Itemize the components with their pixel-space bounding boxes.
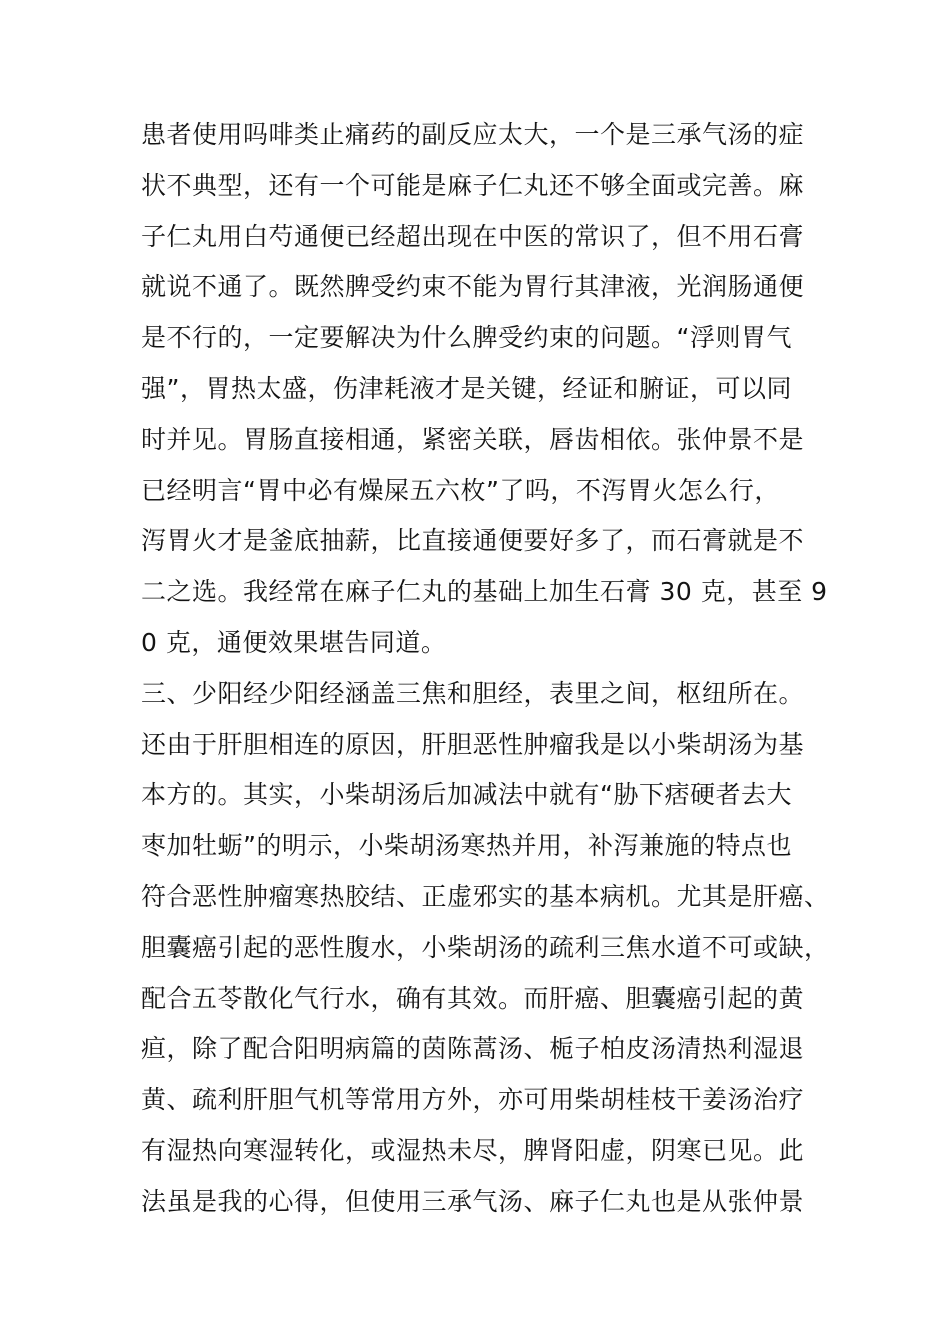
text-line: 强”，胃热太盛，伤津耗液才是关键，经证和腑证，可以同 (141, 373, 792, 403)
text-line: 是不行的，一定要解决为什么脾受约束的问题。“浮则胃气 (141, 323, 792, 353)
text-line: 已经明言“胃中必有燥屎五六枚”了吗，不泻胃火怎么行， (141, 475, 780, 505)
text-line: 疸，除了配合阳明病篇的茵陈蒿汤、栀子柏皮汤清热利湿退 (141, 1034, 805, 1064)
body-text (141, 110, 830, 1228)
text-line: 还由于肝胆相连的原因，肝胆恶性肿瘤我是以小柴胡汤为基 (141, 729, 805, 759)
section-heading-line: 三、少阳经少阳经涵盖三焦和胆经，表里之间，枢纽所在。 (141, 678, 805, 708)
text-line: 黄、疏利肝胆气机等常用方外，亦可用柴胡桂枝干姜汤治疗 (141, 1085, 805, 1115)
text-line: 患者使用吗啡类止痛药的副反应太大，一个是三承气汤的症 (141, 120, 805, 149)
text-line: 就说不通了。既然脾受约束不能为胃行其津液，光润肠通便 (141, 272, 805, 302)
text-line: 配合五苓散化气行水，确有其效。而肝癌、胆囊癌引起的黄 (141, 983, 805, 1013)
text-line: 状不典型，还有一个可能是麻子仁丸还不够全面或完善。麻 (141, 170, 805, 200)
text-line: 符合恶性肿瘤寒热胶结、正虚邪实的基本病机。尤其是肝癌、 (141, 881, 830, 911)
text-line: 子仁丸用白芍通便已经超出现在中医的常识了，但不用石膏 (141, 221, 805, 251)
text-line: 枣加牡蛎”的明示，小柴胡汤寒热并用，补泻兼施的特点也 (141, 831, 792, 861)
text-line: 时并见。胃肠直接相通，紧密关联，唇齿相依。张仲景不是 (141, 424, 805, 454)
text-line: 法虽是我的心得，但使用三承气汤、麻子仁丸也是从张仲景 (141, 1186, 805, 1216)
text-line: 有湿热向寒湿转化，或湿热未尽，脾肾阳虚，阴寒已见。此 (141, 1135, 805, 1165)
text-line: 胆囊癌引起的恶性腹水，小柴胡汤的疏利三焦水道不可或缺， (141, 932, 830, 962)
text-line: 本方的。其实，小柴胡汤后加减法中就有“胁下痞硬者去大 (141, 780, 792, 810)
text-line: 0 克，通便效果堪告同道。 (141, 627, 447, 657)
text-line: 泻胃火才是釜底抽薪，比直接通便要好多了，而石膏就是不 (141, 526, 805, 556)
text-line: 二之选。我经常在麻子仁丸的基础上加生石膏 30 克，甚至 9 (141, 577, 828, 607)
